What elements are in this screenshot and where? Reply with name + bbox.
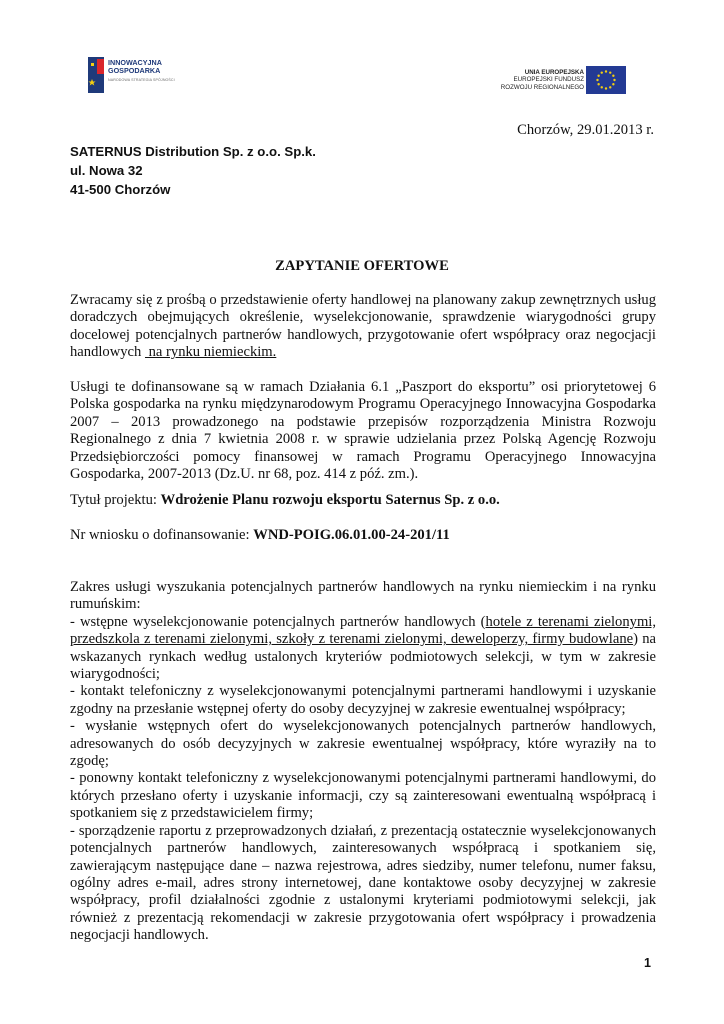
application-number (70, 527, 450, 544)
logo-emblem-icon (88, 57, 106, 93)
eu-flag-icon (586, 66, 626, 94)
scope-item-text: negocjacji handlowych. (70, 927, 209, 944)
eu-star-icon (597, 75, 599, 77)
eu-star-icon (601, 71, 603, 73)
scope-item-text: - sporządzenie raportu z przeprowadzonych działań, z prezentacją ostatecznie wyselekcjonowanych (70, 822, 656, 839)
scope-line: Zakres usługi wyszukania potencjalnych partnerów handlowych na rynku niemieckim i na rynku (70, 579, 656, 595)
funding-line: Przedsiębiorczości pomocy finansowej w ramach Programu Operacyjnego Innowacyjna (70, 448, 656, 465)
eu-star-icon (612, 83, 614, 85)
eu-star-icon (609, 86, 611, 88)
scope-item-text: - ponowny kontakt telefoniczny z wyselekcjonowanymi potencjalnymi partnerami handlowymi, do (70, 770, 656, 787)
recipient-name: SATERNUS Distribution Sp. z o.o. Sp.k. (70, 144, 316, 159)
scope-item-text: również z prezentacją rekomendacji w zakresie przygotowania ofert współpracy i prowadzenia (70, 909, 656, 926)
scope-item (70, 683, 656, 718)
funding-line: Usługi te dofinansowane są w ramach Działania 6.1 „Paszport do eksportu” osi priorytetowej 6 (70, 379, 656, 395)
target-groups-underlined: przedszkola z terenami zielonymi, szkoły z terenami zielonymi, deweloperzy, firmy budowlane (70, 631, 634, 648)
scope-item-text: których przesłano oferty i uzyskanie informacji, czy są zainteresowani ewentualną współpracą i (70, 787, 656, 804)
funding-line: Polska gospodarka na rynku międzynarodowym Programu Operacyjnego Innowacyjna Gospodarka (70, 396, 656, 413)
document-title: ZAPYTANIE OFERTOWE (275, 258, 449, 274)
scope-item-text: wiarygodności; (70, 666, 160, 683)
place-date: Chorzów, 29.01.2013 r. (517, 122, 654, 138)
eu-logo-line-3: ROZWOJU REGIONALNEGO (500, 83, 584, 91)
scope-item-text: - wysłanie wstępnych ofert do wyselekcjonowanych potencjalnych partnerów handlowych, (70, 718, 656, 735)
eu-star-icon (612, 75, 614, 77)
scope-item-text: spotkaniem się z przedstawicielem firmy; (70, 805, 314, 822)
eu-star-icon (596, 79, 598, 81)
page-number: 1 (644, 956, 651, 970)
eu-star-icon (613, 79, 615, 81)
intro-line: handlowych (70, 344, 145, 361)
scope-item (70, 614, 656, 684)
eu-star-icon (605, 87, 607, 89)
logo-line-1: INNOWACYJNA (108, 58, 162, 67)
scope-item-text: współpracy, profil działalności zgodnie z ustalonymi kryteriami podmiotowymi selekcji, jak (70, 892, 656, 909)
scope-item-text: wskazanych rynkach według ustalonych kryteriów podmiotowych selekcji, w tym w zakresie (70, 648, 656, 665)
logo-line-2: GOSPODARKA (108, 66, 161, 75)
project-title-label: Tytuł projektu: (70, 492, 161, 508)
project-title-value: Wdrożenie Planu rozwoju eksportu Saternus Sp. z o.o. (160, 492, 500, 508)
application-number-label: Nr wniosku o dofinansowanie: (70, 527, 254, 543)
funding-line: 2007 – 2013 prowadzonego na podstawie przepisów rozporządzenia Ministra Rozwoju (70, 413, 656, 430)
funding-line: Gospodarka, 2007-2013 (Dz.U. nr 68, poz. 414 z póź. zm.). (70, 466, 419, 483)
scope-item-text: zgodę; (70, 753, 109, 770)
eu-logo-line-1: UNIA EUROPEJSKA (524, 69, 584, 76)
scope-item-text: ogólny adres e-mail, adres strony internetowej, dane kontaktowe osoby decyzyjnej w zakresie (70, 874, 656, 891)
eu-star-icon (609, 71, 611, 73)
innowacyjna-gospodarka-logo (88, 55, 184, 95)
scope-item-text: zgodny na przesłanie wstępnej oferty do osoby decyzyjnej w zakresie ewentualnej współpracy; (70, 700, 626, 717)
scope-line: rumuńskim: (70, 596, 141, 613)
eu-star-icon (605, 70, 607, 72)
intro-line: docelowej potencjalnych partnerów handlowych, przygotowanie ofert współpracy oraz negocjacji (70, 326, 656, 343)
intro-market-underlined: na rynku niemieckim. (144, 344, 277, 361)
recipient-street: ul. Nowa 32 (70, 163, 143, 179)
intro-paragraph (70, 292, 656, 362)
funding-paragraph (70, 379, 656, 483)
scope-item-text: - kontakt telefoniczny z wyselekcjonowanymi potencjalnymi partnerami handlowymi i uzyskanie (70, 683, 656, 700)
application-number-value: WND-POIG.06.01.00-24-201/11 (253, 527, 450, 543)
intro-line: doradczych obejmujących określenie, wyselekcjonowanie, sprawdzenie wiarygodności grupy (70, 309, 656, 326)
target-groups-underlined: hotele z terenami zielonymi, (485, 613, 656, 630)
eu-star-icon (601, 86, 603, 88)
scope-item (70, 770, 656, 822)
scope-item-text: adresowanych do osób decyzyjnych w zakresie ewentualnej współpracy, które wyraziły na to (70, 735, 656, 752)
scope-item (70, 718, 656, 770)
eu-fund-logo (498, 66, 628, 96)
service-scope (70, 579, 656, 945)
eu-logo-line-2: EUROPEJSKI FUNDUSZ (513, 76, 584, 84)
funding-line: Regionalnego z dnia 7 kwietnia 2008 r. w sprawie udzielania przez Polską Agencję Rozwoju (70, 431, 656, 448)
recipient-address (70, 142, 316, 200)
intro-line: Zwracamy się z prośbą o przedstawienie oferty handlowej na planowany zakup zewnętrznych usług (70, 292, 656, 308)
scope-item-text: zawierającym następujące dane – nazwa rejestrowa, adres siedziby, numer telefonu, numer faksu, (70, 857, 656, 874)
scope-item (70, 823, 656, 945)
recipient-city: 41-500 Chorzów (70, 182, 171, 198)
eu-star-icon (597, 83, 599, 85)
project-title (70, 492, 500, 509)
scope-item-text: - wstępne wyselekcjonowanie potencjalnych partnerów handlowych ( (70, 613, 486, 630)
scope-item-text: potencjalnych partnerów handlowych, zainteresowanych współpracą i spotkaniem się, (70, 840, 656, 857)
logo-line-3: NARODOWA STRATEGIA SPÓJNOŚCI (108, 78, 175, 82)
scope-item-text: ) na (633, 631, 656, 648)
